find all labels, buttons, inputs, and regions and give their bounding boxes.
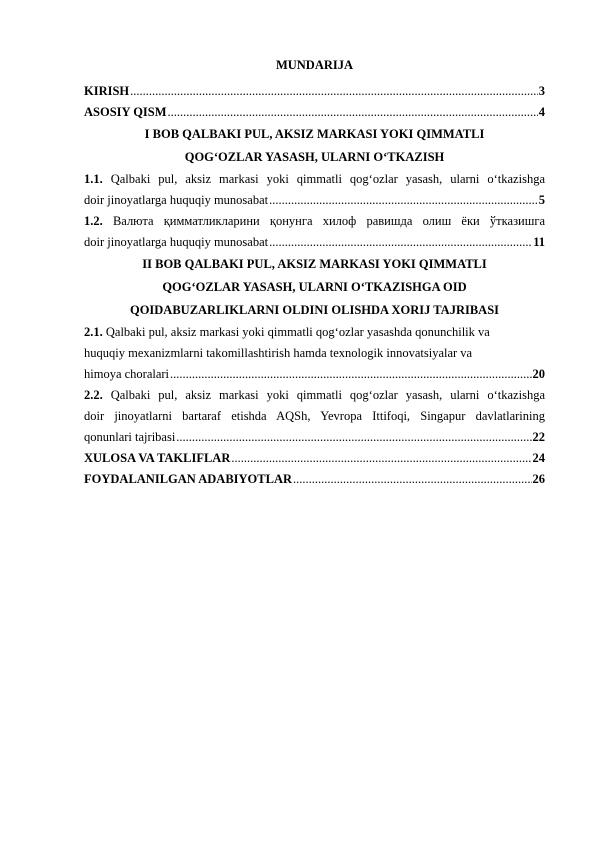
toc-entry-line	[84, 169, 545, 190]
toc-entry-label: FOYDALANILGAN ADABIYOTLAR	[84, 472, 293, 486]
chapter-heading-line: II BOB QALBAKI PUL, AKSIZ MARKASI YOKI QIMMATLI	[142, 257, 487, 271]
toc-entry-label: ASOSIY QISM	[84, 105, 167, 119]
toc-page-number: 26	[532, 472, 545, 486]
chapter-2-heading	[84, 253, 545, 322]
toc-entry-conclusion	[84, 448, 545, 469]
dot-leader	[231, 448, 531, 469]
section-text: doir jinoyatlarga huquqiy munosabat	[84, 193, 269, 207]
toc-page-number: 4	[538, 105, 545, 119]
toc-entry-2-1	[84, 322, 545, 385]
chapter-1-heading	[84, 123, 545, 169]
toc-entry-intro	[84, 81, 545, 102]
toc-entry-line	[84, 385, 545, 406]
toc-entry-line	[84, 322, 545, 343]
section-text: qonunlari tajribasi	[84, 430, 176, 444]
toc-entry-line	[84, 427, 545, 448]
toc-page-number: 5	[538, 193, 545, 207]
dot-leader	[168, 102, 538, 123]
toc-entry-1-2	[84, 211, 545, 253]
toc-entry-line	[84, 190, 545, 211]
toc-title: MUNDARIJA	[275, 58, 354, 72]
dot-leader	[130, 81, 538, 102]
dot-leader	[269, 232, 532, 253]
chapter-heading-line: QOIDABUZARLIKLARNI OLDINI OLISHDA XORIJ TAJRIBASI	[129, 303, 500, 317]
section-text: doir jinoyatlarga huquqiy munosabat	[84, 235, 269, 249]
section-number: 2.2.	[84, 388, 103, 402]
dot-leader	[269, 190, 538, 211]
dot-leader	[170, 364, 531, 385]
section-number: 1.1.	[84, 172, 103, 186]
chapter-heading-line: QOG‘OZLAR YASASH, ULARNI O‘TKAZISHGA OID	[162, 280, 467, 294]
section-text: Валюта қимматликларини қонунга хилоф равишда олиш ёки ўтказишга	[112, 214, 545, 228]
section-number: 2.1.	[84, 325, 103, 339]
section-text: Qalbaki pul, aksiz markasi yoki qimmatli qog‘ozlar yasashda qonunchilik va	[105, 325, 490, 339]
chapter-heading-line: I BOB QALBAKI PUL, AKSIZ MARKASI YOKI QIMMATLI	[144, 127, 485, 141]
toc-entry-main-part	[84, 102, 545, 123]
table-of-contents	[84, 57, 545, 490]
chapter-heading-line: QOG‘OZLAR YASASH, ULARNI O‘TKAZISH	[184, 150, 445, 164]
toc-entry-line: doir jinoyatlarni bartaraf etishda AQSh, Yevropa Ittifoqi, Singapur davlatlarining	[84, 409, 545, 423]
toc-page-number: 11	[533, 235, 545, 249]
toc-entry-line	[84, 364, 545, 385]
dot-leader	[293, 469, 531, 490]
toc-page-number: 22	[532, 430, 545, 444]
toc-entry-line	[84, 211, 545, 232]
toc-entry-line	[84, 232, 545, 253]
dot-leader	[176, 427, 531, 448]
toc-page-number: 3	[538, 84, 545, 98]
toc-entry-label: KIRISH	[84, 84, 130, 98]
toc-page-number: 20	[532, 367, 545, 381]
toc-entry-label: XULOSA VA TAKLIFLAR	[84, 451, 231, 465]
toc-entry-references	[84, 469, 545, 490]
section-text: Qalbaki pul, aksiz markasi yoki qimmatli qog‘ozlar yasash, ularni o‘tkazishga	[110, 388, 545, 402]
toc-entry-1-1	[84, 169, 545, 211]
section-number: 1.2.	[84, 214, 103, 228]
toc-entry-line: huquqiy mexanizmlarni takomillashtirish hamda texnologik innovatsiyalar va	[84, 346, 473, 360]
section-text: himoya choralari	[84, 367, 170, 381]
toc-page-number: 24	[532, 451, 545, 465]
toc-entry-2-2	[84, 385, 545, 448]
section-text: Qalbaki pul, aksiz markasi yoki qimmatli qog‘ozlar yasash, ularni o‘tkazishga	[110, 172, 545, 186]
